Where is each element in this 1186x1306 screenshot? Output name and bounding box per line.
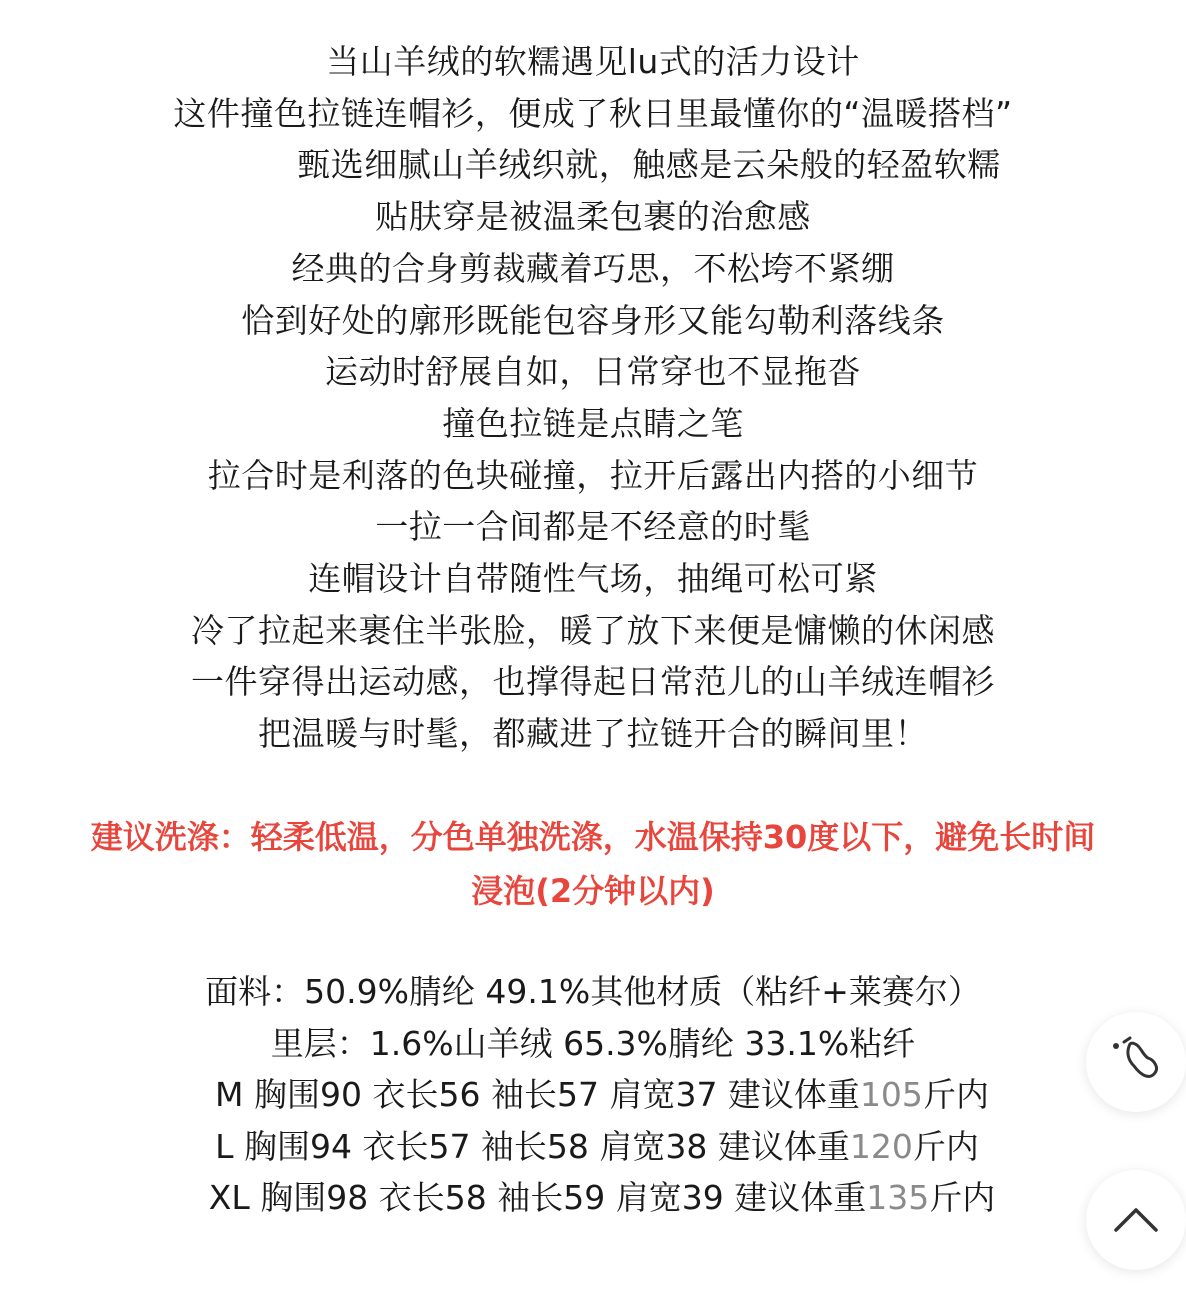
weight-unit: 斤内 bbox=[929, 1178, 996, 1217]
weight-value: 105 bbox=[859, 1075, 923, 1114]
description-line: 经典的合身剪裁藏着巧思，不松垮不紧绷 bbox=[291, 248, 895, 288]
description-line: 这件撞色拉链连帽衫，便成了秋日里最懂你的“温暖搭档” bbox=[173, 93, 1013, 133]
weight-value: 120 bbox=[849, 1126, 913, 1166]
size-spec: L 胸围94 衣长57 袖长58 肩宽38 建议体重 bbox=[215, 1126, 850, 1166]
weight-unit: 斤内 bbox=[922, 1075, 989, 1114]
description-line: 当山羊绒的软糯遇见lu式的活力设计 bbox=[326, 42, 860, 81]
size-row-l bbox=[0, 1121, 1186, 1173]
product-description bbox=[0, 36, 1186, 760]
chevron-up-icon bbox=[1108, 1192, 1164, 1248]
description-line: 一件穿得出运动感，也撑得起日常范儿的山羊绒连帽衫 bbox=[191, 662, 995, 702]
description-line: 恰到好处的廓形既能包容身形又能勾勒利落线条 bbox=[241, 300, 945, 340]
size-row-m bbox=[0, 1069, 1186, 1121]
product-specs bbox=[0, 966, 1186, 1224]
weight-value: 135 bbox=[866, 1178, 930, 1217]
size-row-xl bbox=[0, 1172, 1186, 1224]
description-line: 运动时舒展自如，日常穿也不显拖沓 bbox=[325, 352, 861, 392]
wash-line-2: 浸泡(2分钟以内) bbox=[471, 872, 715, 910]
description-line: 贴肤穿是被温柔包裹的治愈感 bbox=[375, 197, 811, 237]
fabric-composition: 面料：50.9%腈纶 49.1%其他材质（粘纤+莱赛尔） bbox=[205, 972, 981, 1011]
description-line: 冷了拉起来裹住半张脸，暖了放下来便是慵懒的休闲感 bbox=[191, 610, 995, 650]
description-line: 撞色拉链是点睛之笔 bbox=[442, 403, 744, 443]
size-spec: XL 胸围98 衣长58 袖长59 肩宽39 建议体重 bbox=[208, 1178, 867, 1217]
weight-unit: 斤内 bbox=[912, 1126, 979, 1166]
lining-composition: 里层：1.6%山羊绒 65.3%腈纶 33.1%粘纤 bbox=[270, 1023, 916, 1063]
description-line: 拉合时是利落的色块碰撞，拉开后露出内搭的小细节 bbox=[207, 455, 979, 495]
description-line: 连帽设计自带随性气场，抽绳可松可紧 bbox=[308, 559, 878, 599]
gesture-button[interactable] bbox=[1086, 1012, 1186, 1112]
back-to-top-button[interactable] bbox=[1086, 1170, 1186, 1270]
description-line: 一拉一合间都是不经意的时髦 bbox=[375, 507, 811, 547]
wash-line-1: 建议洗涤：轻柔低温，分色单独洗涤，水温保持30度以下，避免长时间 bbox=[90, 818, 1096, 856]
size-spec: M 胸围90 衣长56 袖长57 肩宽37 建议体重 bbox=[215, 1075, 860, 1114]
washing-instructions bbox=[0, 810, 1186, 918]
description-line: 甄选细腻山羊绒织就，触感是云朵般的轻盈软糯 bbox=[297, 145, 1001, 185]
description-line: 把温暖与时髦，都藏进了拉链开合的瞬间里！ bbox=[258, 714, 928, 754]
touch-gesture-icon bbox=[1104, 1030, 1168, 1094]
